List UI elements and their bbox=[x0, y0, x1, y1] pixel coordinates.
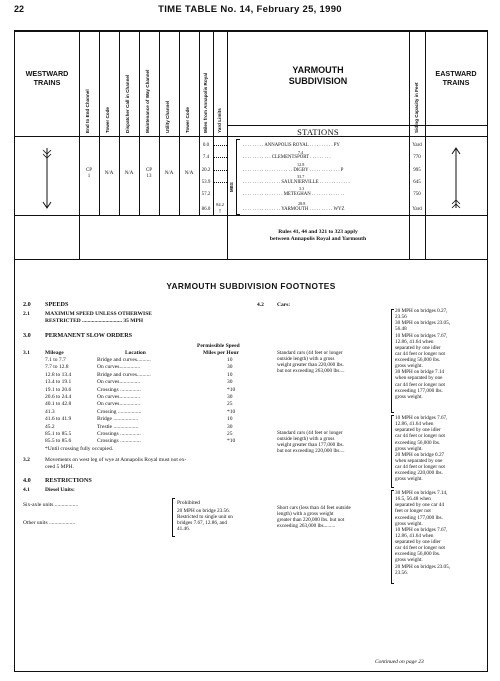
station-mile: 0.0 bbox=[202, 143, 210, 148]
column-header: End to End Channel bbox=[85, 89, 90, 133]
station-leader: . . . . . . . . . . . . . . . . . bbox=[243, 192, 284, 197]
slow-order-location: Crossing ................. bbox=[97, 408, 142, 415]
slow-order-speed: *10 bbox=[227, 438, 236, 445]
siding-capacity: Yard bbox=[412, 207, 422, 212]
station-distance: 12.8 bbox=[297, 161, 305, 167]
tower-code-2: N/A bbox=[184, 171, 194, 176]
car-category: Standard cars (44 feet or longer outside length) with a gross weight greater than 220,000 lbs. but not exceeding 263,000 lbs.... bbox=[277, 350, 345, 375]
col-rule bbox=[99, 31, 100, 215]
section-title: RESTRICTIONS bbox=[45, 477, 92, 484]
car-category: Short cars (less than 44 feet outside length) with a gross weight greater than 220,000 lbs. but not exceeding 263,000 lbs......... bbox=[277, 505, 351, 530]
slow-order-mileage: 7.1 to 7.7 bbox=[45, 357, 66, 363]
slow-order-location: Bridge and curves.......... bbox=[97, 357, 151, 363]
slow-order-speed: 25 bbox=[227, 401, 233, 408]
station-leader: . . . . . . . . . bbox=[243, 143, 265, 148]
table-divider bbox=[15, 215, 487, 216]
slow-order-location: Crossings ............... bbox=[97, 431, 141, 437]
slow-order-location: On curves............... bbox=[97, 394, 141, 400]
slow-order-location: Crossings ............... bbox=[97, 438, 141, 445]
diesel-bracket bbox=[172, 498, 175, 537]
stations-rule bbox=[227, 125, 487, 126]
eastward-arrow-icon bbox=[448, 146, 464, 210]
utility-channel: N/A bbox=[164, 171, 174, 176]
car-bracket bbox=[391, 309, 394, 413]
slow-order-speed: 10 bbox=[227, 416, 233, 423]
station-leader: . . . . . . . . . bbox=[309, 155, 331, 160]
section-number: 3.2 bbox=[23, 457, 30, 463]
yard-limit-dots bbox=[213, 182, 227, 183]
station-code: PY bbox=[333, 143, 340, 148]
car-rules: 30 MPH on bridges 7.14, 16.5, 56.48 when separated by one car 44 feet or longer not exceeding 177,000 lbs. gross weight. 10 MPH on bridges 7.67, 12.86, 41.64 when separated by one idler car 44 feet or longer not exceeding 56,000 lbs. gross weight. 20 MPH on bridges 23.05, 23.56. bbox=[395, 490, 451, 576]
section-title: SPEEDS bbox=[45, 301, 69, 308]
col-rule bbox=[425, 31, 426, 259]
location-col-header: Location bbox=[125, 350, 146, 356]
slow-order-speed: 30 bbox=[227, 394, 233, 400]
cars-title: Cars: bbox=[277, 302, 291, 308]
station-leader: . . . . . . . . . . bbox=[308, 143, 334, 148]
car-bracket bbox=[391, 490, 394, 584]
column-header: Utility Channel bbox=[165, 100, 170, 133]
maintenance-channel: CP 13 bbox=[145, 168, 153, 179]
slow-order-mileage: 20.6 to 24.4 bbox=[45, 394, 72, 400]
station-code: P bbox=[340, 168, 344, 173]
slow-order-mileage: 13.4 to 19.1 bbox=[45, 379, 72, 386]
column-header: Miles from Annapolis Royal bbox=[203, 72, 208, 133]
slow-order-mileage: 40.1 to 42.8 bbox=[45, 401, 72, 408]
col-rule bbox=[159, 31, 160, 215]
max-speed-line1: MAXIMUM SPEED UNLESS OTHERWISE bbox=[45, 311, 152, 317]
section-number: 3.0 bbox=[23, 332, 31, 339]
station-name: DIGBY bbox=[293, 168, 309, 173]
slow-order-location: On curves............... bbox=[97, 401, 141, 408]
wye-line1: Movements on west leg of wye at Annapolis Royal must not ex- bbox=[45, 457, 187, 463]
tower-code: N/A bbox=[104, 171, 114, 176]
station-distance: 7.4 bbox=[298, 149, 304, 155]
subdivision-title bbox=[227, 65, 409, 88]
max-speed-line2: RESTRICTED ............................. 35 MPH bbox=[45, 318, 144, 324]
yard-limit-dots bbox=[213, 145, 227, 146]
station-name: SAULNIERVILLE bbox=[281, 180, 319, 185]
slow-order-mileage: 41.3 bbox=[45, 408, 55, 415]
diesel-units-title: Diesel Units: bbox=[45, 487, 75, 493]
station-row bbox=[243, 168, 343, 173]
slow-order-location: On curves............... bbox=[97, 379, 141, 386]
station-name: CLEMENTSPORT bbox=[271, 155, 309, 160]
table-bottom-rule bbox=[15, 259, 487, 260]
slow-order-mileage: 41.6 to 41.9 bbox=[45, 416, 72, 423]
westward-text: WESTWARD TRAINS bbox=[25, 69, 69, 87]
westward-arrow-icon bbox=[39, 146, 55, 210]
speed-col-header: Miles per Hour bbox=[203, 350, 239, 356]
slow-order-note: *Until crossing fully occupied. bbox=[45, 446, 114, 452]
mileage-col-header: Mileage bbox=[45, 350, 64, 356]
col-rule bbox=[179, 31, 180, 215]
slow-order-location: Crossings ............... bbox=[97, 386, 141, 393]
continued-note: Continued on page 23 bbox=[375, 659, 424, 665]
station-mile: 7.4 bbox=[202, 155, 210, 160]
col-rule bbox=[139, 31, 140, 215]
siding-capacity: Yard bbox=[412, 143, 422, 148]
siding-capacity: 645 bbox=[413, 180, 421, 185]
slow-order-mileage: 45.2 bbox=[45, 423, 55, 430]
station-name: YARMOUTH bbox=[281, 207, 309, 212]
slow-order-mileage: 85.1 to 85.5 bbox=[45, 431, 72, 437]
slow-order-mileage: 85.5 to 85.6 bbox=[45, 438, 72, 445]
top-border bbox=[15, 31, 487, 32]
siding-header: Siding Capacity in Feet bbox=[414, 82, 419, 133]
footnotes-title: YARMOUTH SUBDIVISION FOOTNOTES bbox=[166, 281, 336, 291]
slow-order-speed: 10 bbox=[227, 357, 233, 363]
car-category: Standard cars (44 feet or longer outside length) with a gross weight greater than 177,000 lbs. but not exceeding 220,000 lbs.... bbox=[277, 430, 345, 455]
section-number: 3.1 bbox=[23, 350, 30, 356]
eastward-text: EASTWARD TRAINS bbox=[435, 69, 477, 87]
siding-capacity: 995 bbox=[413, 168, 421, 173]
station-row bbox=[243, 180, 350, 185]
section-number: 4.2 bbox=[257, 302, 264, 308]
page-number: 22 bbox=[14, 4, 25, 14]
stations-heading: STATIONS bbox=[297, 127, 339, 137]
slow-order-speed: 30 bbox=[227, 379, 233, 386]
station-bracket bbox=[236, 139, 240, 215]
page-title: TIME TABLE No. 14, February 25, 1990 bbox=[158, 4, 342, 15]
station-row bbox=[243, 155, 331, 160]
station-mile: 57.2 bbox=[201, 192, 211, 197]
dispatcher-channel: N/A bbox=[124, 171, 134, 176]
station-distance: 33.7 bbox=[297, 174, 305, 179]
slow-order-mileage: 12.8 to 13.4 bbox=[45, 371, 72, 378]
column-header: Dispatcher Call in Channel bbox=[125, 74, 130, 133]
slow-order-speed: 30 bbox=[227, 364, 233, 371]
column-header: Tower Code bbox=[185, 107, 190, 133]
slow-order-speed: 25 bbox=[227, 431, 233, 437]
station-name: METEGHAN bbox=[283, 192, 311, 197]
slow-order-speed: *10 bbox=[227, 408, 236, 415]
section-number: 2.0 bbox=[23, 301, 31, 308]
col-rule bbox=[79, 31, 80, 259]
station-leader: . . . . . . . . . . . . . . . . bbox=[243, 207, 282, 212]
other-units-value: 20 MPH on bridge 23.56. Restricted to single unit on bridges 7.67, 12.86, and 41.46. bbox=[177, 508, 233, 533]
column-header: Maintenance of Way Channel bbox=[145, 69, 150, 133]
wye-line2: ceed 5 MPH. bbox=[45, 464, 74, 470]
station-name: ANNAPOLIS ROYAL bbox=[264, 143, 309, 148]
other-units-label: Other units ................... bbox=[23, 520, 76, 526]
car-rules: 20 MPH on bridges 0.27, 23.56 30 MPH on bridges 23.05, 56.48 10 MPH on bridges 7.67, 12.86, 41.64 when separated by one idler car 44 feet or longer not exceeding 56,000 lbs. gross weight. 30 MPH on bridge 7.14 when separated by one car 44 feet or longer not exceeding 177,000 lbs. gross weight. bbox=[395, 308, 451, 400]
yard-limit-dots bbox=[213, 157, 227, 158]
slow-order-location: Trestle .................. bbox=[97, 423, 139, 430]
station-row bbox=[243, 143, 391, 148]
slow-order-location: Bridge .................. bbox=[97, 416, 139, 423]
siding-capacity: 770 bbox=[413, 155, 421, 160]
timetable-frame bbox=[14, 30, 488, 672]
col-rule bbox=[213, 31, 214, 215]
section-number: 4.0 bbox=[23, 477, 31, 484]
six-axle-label: Six-axle units ................. bbox=[23, 502, 79, 508]
six-axle-value: Prohibited bbox=[177, 500, 200, 506]
col-rule bbox=[119, 31, 120, 215]
section-number: 2.1 bbox=[23, 311, 30, 317]
siding-capacity: 750 bbox=[413, 192, 421, 197]
section-number: 4.1 bbox=[23, 487, 30, 493]
mbs-label: MBS bbox=[229, 182, 234, 192]
station-leader: . . . . . . . . . . . . . . . . bbox=[243, 180, 282, 185]
station-distance: 3.3 bbox=[299, 186, 305, 191]
westward-label bbox=[15, 69, 79, 87]
page-header bbox=[14, 4, 486, 18]
slow-order-mileage: 19.1 to 20.6 bbox=[45, 386, 72, 393]
station-leader: . . . . . . . . . . . . . . bbox=[310, 192, 345, 197]
slow-order-mileage: 7.7 to 12.8 bbox=[45, 364, 69, 371]
station-mile: 53.9 bbox=[201, 180, 211, 185]
station-leader: . . . . . . . . . . . . . bbox=[318, 180, 350, 185]
subdivision-text: YARMOUTH SUBDIVISION bbox=[288, 65, 348, 87]
station-row bbox=[243, 192, 344, 197]
station-mile: 86.0 bbox=[201, 207, 211, 212]
station-leader: . . . . . . . . . . . . bbox=[243, 155, 272, 160]
slow-order-speed: 10 bbox=[227, 371, 233, 378]
yard-limit-dots bbox=[213, 170, 227, 171]
yard-limit-mile: 84.2 bbox=[216, 202, 224, 207]
slow-order-location: Bridge and curves.......... bbox=[97, 371, 151, 378]
section-title: PERMANENT SLOW ORDERS bbox=[45, 332, 133, 339]
car-bracket bbox=[391, 415, 394, 488]
station-distance: 28.8 bbox=[298, 201, 306, 206]
speed-col-header: Permissible Speed bbox=[197, 343, 240, 349]
column-header: Tower Code bbox=[105, 107, 110, 133]
slow-order-speed: *10 bbox=[227, 386, 236, 393]
station-leader: . . . . . . . . . . . . . . . . . . . . . bbox=[243, 168, 294, 173]
station-leader: . . . . . . . . . . bbox=[308, 207, 334, 212]
column-header: Yard Limits bbox=[217, 108, 222, 133]
col-rule bbox=[199, 31, 200, 215]
slow-order-location: On curves............... bbox=[97, 364, 141, 371]
rules-note: Rules 41, 44 and 321 to 323 apply between Annapolis Royal and Yarmouth bbox=[269, 229, 367, 242]
station-row bbox=[243, 207, 344, 212]
car-rules: 10 MPH on bridges 7.67, 12.86, 41.64 when separated by one idler car 44 feet or longer not exceeding 56,000 lbs. gross weight. 20 MPH on bridge 0.27 when separated by one car 44 feet or longer not exceeding 220,000 lbs. gross weight. bbox=[395, 415, 448, 483]
station-leader: . . . . . . . . . . . . . bbox=[308, 168, 341, 173]
yard-arrow-icon: ↑ bbox=[218, 207, 222, 215]
eastward-label bbox=[425, 69, 487, 87]
station-code: WYZ bbox=[333, 207, 345, 212]
slow-order-speed: 30 bbox=[227, 423, 233, 430]
station-mile: 20.2 bbox=[201, 168, 211, 173]
end-to-end-channel: CP 1 bbox=[85, 168, 93, 179]
